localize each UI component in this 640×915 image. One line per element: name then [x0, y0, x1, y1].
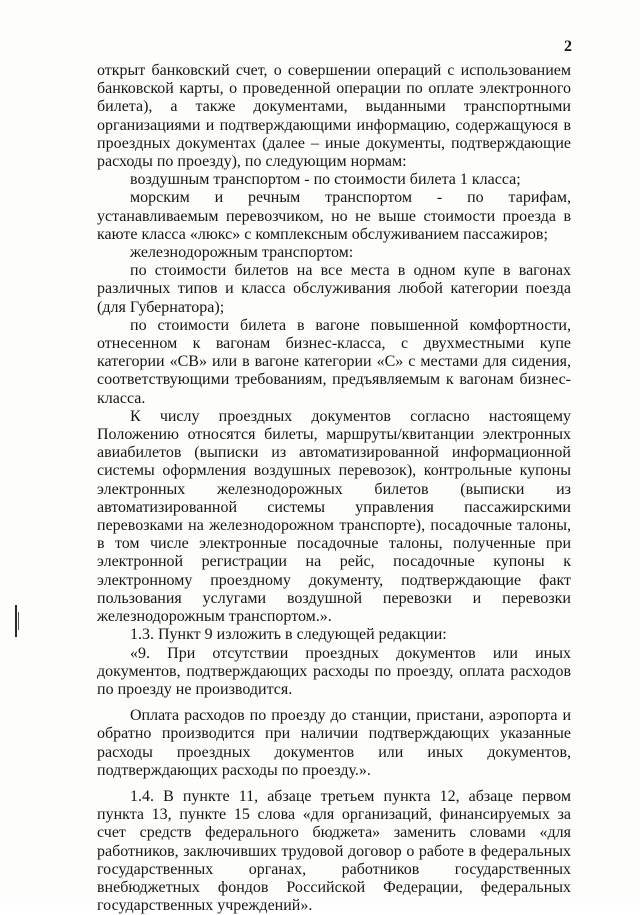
paragraph-rail-transport: железнодорожным транспортом:: [130, 244, 354, 262]
paragraph-business-class-car: по стоимости билета в вагоне повышенной комфортности, отнесенном к вагонам бизнес-класса, с двухместными купе категории «СВ» или в вагоне категории «С» с местами для сидения, соответствующими требованиям, предъявляемым к вагонам бизнес-класса.: [97, 316, 571, 407]
paragraph-clause-1-3: 1.3. Пункт 9 изложить в следующей редакции:: [130, 626, 447, 644]
paragraph-clause-1-4: 1.4. В пункте 11, абзаце третьем пункта 12, абзаце первом пункта 13, пункте 15 слова «для организаций, финансируемых за счет средств федерального бюджета» заменить словами «для работников, заключивших трудовой договор о работе в федеральных государственных органах, работников государственных внебюджетных фондов Российской Федерации, федеральных государственных учреждений».: [97, 787, 571, 915]
scan-margin-mark: [18, 612, 19, 630]
paragraph-travel-documents-list: К числу проездных документов согласно настоящему Положению относятся билеты, маршруты/квитанции электронных авиабилетов (выписки из автоматизированной информационной системы оформления воздушных перевозок), контрольные купоны электронных железнодорожных билетов (выписки из автоматизированной системы управления пассажирскими перевозками на железнодорожном транспорте), посадочные талоны, в том числе электронные посадочные талоны, полученные при электронной регистрации на рейс, посадочные купоны к электронному проездному документу, подтверждающие факт пользования услугами воздушной перевозки и перевозки железнодорожным транспортом.».: [97, 407, 571, 626]
scan-margin-mark: [15, 605, 17, 637]
paragraph-air-transport: воздушным транспортом - по стоимости билета 1 класса;: [130, 171, 521, 189]
paragraph-sea-river-transport: морским и речным транспортом - по тарифам, устанавливаемым перевозчиком, но не выше стоимости проезда в каюте класса «люкс» с комплексным обслуживанием пассажиров;: [97, 189, 571, 243]
paragraph-governor-compartment: по стоимости билетов на все места в одном купе в вагонах различных типов и класса обслуживания любой категории поезда (для Губернатора);: [97, 262, 571, 316]
paragraph-point-9: «9. При отсутствии проездных документов или иных документов, подтверждающих расходы по проезду, оплата расходов по проезду не производится.: [97, 644, 571, 698]
paragraph-continuation: открыт банковский счет, о совершении операций с использованием банковской карты, о проведенной операции по оплате электронного билета), а также документами, выданными транспортными организациями и подтверждающими информацию, содержащуюся в проездных документах (далее – иные документы, подтверждающие расходы по проезду), по следующим нормам:: [97, 62, 571, 171]
document-body: [97, 62, 571, 915]
paragraph-station-expenses: Оплата расходов по проезду до станции, пристани, аэропорта и обратно производится при наличии подтверждающих указанные расходы проездных документов или иных документов, подтверждающих расходы по проезду.».: [97, 707, 571, 779]
page-number: 2: [564, 38, 572, 55]
